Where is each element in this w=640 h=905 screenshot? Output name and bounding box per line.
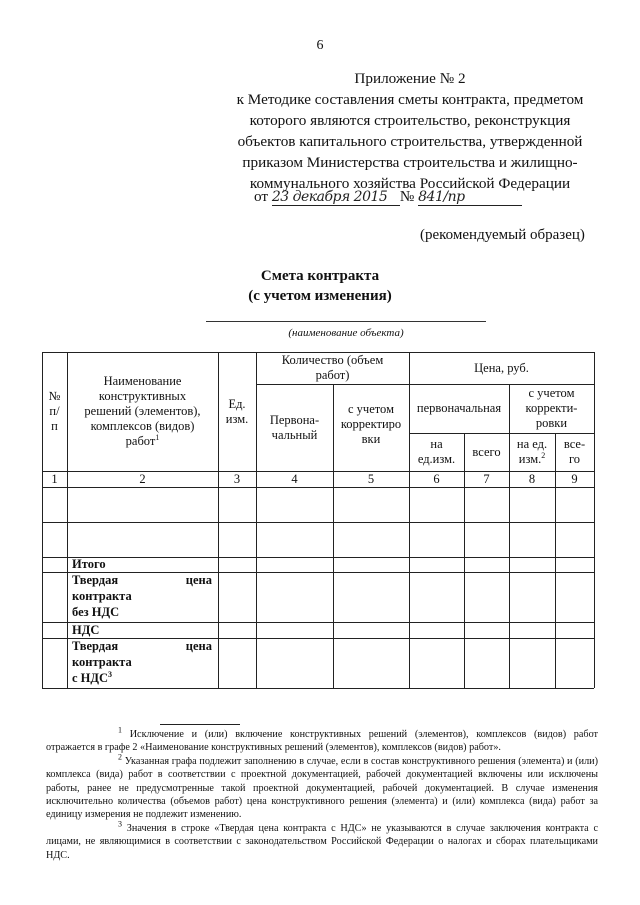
appendix-line: Приложение № 2 (354, 70, 466, 87)
handwritten-order-number: 841/пр (418, 189, 522, 206)
column-number: 6 (433, 471, 440, 486)
page-number: 6 (316, 38, 324, 53)
row-label-fixed-price-with-vat (67, 638, 218, 688)
header-text: корректи- (525, 401, 578, 415)
column-number: 8 (528, 471, 536, 486)
footnote-marker: 3 (118, 819, 122, 829)
header-text: комплексов (видов) (90, 419, 195, 433)
footnotes (46, 725, 599, 862)
header-text: на ед. (516, 437, 548, 451)
title-line-2: (с учетом изменения) (248, 288, 392, 304)
object-name-field[interactable] (206, 321, 486, 322)
table-row-empty-1[interactable] (67, 487, 218, 522)
label-word: Твердая (72, 573, 119, 587)
header-text: Ед. (228, 396, 246, 411)
header-adjusted-total (555, 433, 594, 471)
document-title (0, 266, 640, 306)
header-price-initial: первоначальная (416, 401, 502, 415)
header-item-name (67, 352, 218, 471)
row-label-total: Итого (72, 557, 106, 571)
header-text: конструктивных (98, 389, 187, 403)
recommended-sample-label: (рекомендуемый образец) (420, 227, 585, 243)
header-text: изм. (518, 452, 542, 466)
header-row-number (42, 352, 67, 471)
table-border (42, 688, 594, 689)
label-word: Твердая (72, 639, 119, 653)
header-quantity-group (256, 352, 409, 384)
object-name-caption: (наименование объекта) (288, 327, 404, 339)
footnote-ref: 1 (155, 432, 160, 442)
appendix-line: приказом Министерства строительства и жилищно- (242, 154, 578, 171)
table-row-empty-2[interactable] (67, 522, 218, 557)
header-text: на (430, 437, 443, 451)
footnote-text: Значения в строке «Твердая цена контракта с НДС» не указываются в случае заключения контракта с лицами, не являющимися в соответствии с законодательством Российской Федерации о налогах и сборах плательщиками НДС. (46, 822, 598, 861)
header-text: № (48, 389, 61, 403)
date-prefix: от (254, 188, 269, 205)
header-text: Наименование (103, 374, 182, 388)
header-text: чальный (271, 427, 318, 442)
footnote-text: Указанная графа подлежит заполнению в случае, если в состав конструктивного решения (элемента) и (или) комплекса (вида) работ в соответствии с проектной документацией, рабочей документацией включены или исключены работы, ранее не предусмотренные такой проектной документацией, рабочей документацией. В случае изменения исключительно количества (объемов работ) цена конструктивного решения (элемента) и (или) комплекса (вида) работ за единицу измерения не подлежит изменению. (46, 755, 599, 821)
header-text: все- (563, 437, 586, 451)
footnote-ref: 2 (541, 450, 546, 460)
title-line-1: Смета контракта (260, 268, 380, 284)
order-date-line (254, 188, 522, 206)
label-line: без НДС (72, 605, 120, 619)
column-number: 9 (571, 471, 578, 486)
appendix-header (220, 68, 600, 194)
footnote-1 (46, 725, 598, 755)
label-word: цена (185, 573, 212, 587)
header-text: изм. (225, 411, 249, 426)
header-text: ровки (535, 416, 568, 430)
column-number: 1 (51, 471, 58, 486)
header-text: корректиро (340, 417, 402, 431)
footnote-ref: 3 (108, 669, 113, 679)
row-label-fixed-price-without-vat (67, 572, 218, 622)
header-text: п (51, 419, 58, 433)
header-text: ед.изм. (417, 452, 456, 466)
header-text: работ) (315, 368, 350, 382)
handwritten-date: 23 декабря 2015 (272, 189, 400, 206)
footnote-marker: 1 (118, 725, 122, 735)
header-text: с учетом (528, 386, 575, 400)
appendix-line: которого являются строительство, реконструкция (249, 112, 571, 129)
label-line: контракта (72, 655, 132, 669)
header-text: Количество (объем (281, 353, 384, 367)
footnote-separator (160, 724, 240, 725)
header-text: работ (125, 434, 156, 448)
label-line: контракта (72, 589, 132, 603)
header-initial-total: всего (472, 444, 501, 459)
header-adjusted-per-unit (509, 433, 555, 471)
column-number: 3 (233, 471, 241, 486)
footnote-marker: 2 (118, 752, 122, 762)
appendix-line: объектов капитального строительства, утвержденной (237, 133, 583, 150)
header-text: вки (361, 432, 381, 446)
footnote-text: Исключение и (или) включение конструктивных решений (элементов), комплексов (видов) работ отражается в графе 2 «Наименование конструктивных решений (элементов), комплексов (видов) работ». (46, 729, 598, 754)
header-text: п/ (49, 404, 60, 418)
header-quantity-initial (256, 384, 333, 471)
column-number: 7 (483, 471, 490, 486)
column-number: 2 (139, 471, 146, 486)
header-initial-per-unit (409, 433, 464, 471)
appendix-line: к Методике составления сметы контракта, предметом (236, 91, 584, 108)
column-number: 5 (367, 471, 375, 486)
column-number: 4 (291, 471, 298, 486)
row-label-vat: НДС (72, 623, 100, 637)
table-border (594, 352, 595, 688)
footnote-2 (46, 752, 599, 822)
header-text: Первона- (269, 412, 320, 427)
label-word: цена (185, 639, 212, 653)
header-text: решений (элементов), (84, 404, 201, 418)
header-quantity-adjusted (333, 384, 409, 471)
header-text: с учетом (348, 402, 394, 416)
header-unit (218, 352, 256, 471)
header-price-group: Цена, руб. (474, 360, 529, 375)
header-price-adjusted (509, 384, 594, 433)
label-line: с НДС (72, 671, 109, 685)
number-sign: № (399, 188, 415, 205)
footnote-3 (46, 819, 598, 862)
appendix-line: коммунального хозяйства Российской Федерации (249, 175, 571, 192)
header-text: го (568, 452, 581, 466)
